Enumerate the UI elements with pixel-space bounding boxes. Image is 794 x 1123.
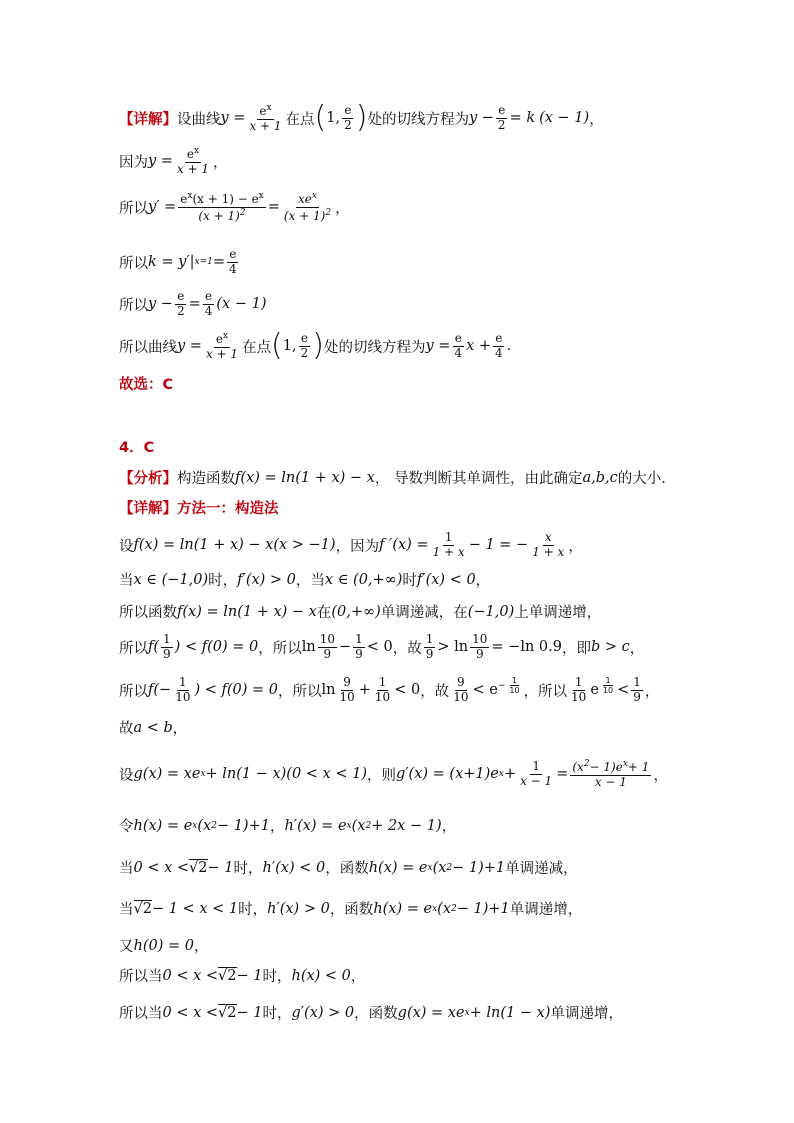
- text: 处的切线方程为: [323, 339, 426, 356]
- math: +: [358, 682, 371, 699]
- math: 9: [425, 646, 434, 661]
- math: 4: [454, 345, 463, 360]
- math: > ln: [437, 639, 469, 656]
- math: (x + 1): [198, 208, 240, 223]
- math: (−1,0): [467, 603, 515, 620]
- math: f(x) = ln(1 + x) − x: [177, 603, 317, 620]
- math: < e: [472, 682, 498, 699]
- math: a,b,c: [582, 469, 618, 486]
- fraction: [496, 104, 508, 133]
- text: ，: [629, 640, 645, 657]
- text: 时，: [238, 902, 268, 918]
- line-12: [119, 569, 490, 590]
- text: ，: [269, 819, 285, 835]
- text: 设曲线: [177, 111, 221, 128]
- math: 1: [163, 632, 171, 646]
- line-11: [119, 531, 583, 560]
- fraction: [173, 676, 192, 705]
- math: 0 < x <: [133, 859, 190, 876]
- label-analysis: 【分析】: [119, 471, 177, 487]
- text: 的大小.: [617, 471, 666, 487]
- math: e: [259, 104, 267, 118]
- line-14: [119, 633, 644, 662]
- math: x: [258, 191, 264, 201]
- math: x: [498, 769, 504, 780]
- exponent: [498, 676, 524, 695]
- math: y =: [220, 110, 246, 127]
- math: 9: [633, 689, 641, 704]
- line-4: [119, 248, 241, 277]
- text: 所以: [119, 683, 148, 700]
- fraction: [631, 676, 643, 705]
- text: 设: [119, 767, 134, 784]
- math: e: [590, 682, 599, 699]
- math: f(: [148, 639, 160, 656]
- fraction: [337, 676, 356, 705]
- math: h(x) = e: [368, 859, 428, 876]
- math: − 1: [236, 1004, 263, 1021]
- math: x: [200, 769, 206, 780]
- fraction: [451, 676, 470, 705]
- math: 2: [344, 117, 352, 132]
- math: f(−: [148, 682, 172, 699]
- math: (x + 1): [283, 208, 326, 223]
- math: 10: [571, 689, 587, 704]
- fraction: [569, 676, 588, 705]
- math: k = y′|: [148, 254, 195, 271]
- math: h(0) = 0: [133, 937, 194, 954]
- math: e: [180, 192, 188, 206]
- math: + ln(1 − x)(0 < x < 1): [205, 766, 367, 783]
- line-7: [119, 373, 173, 394]
- text: ，函数: [329, 902, 374, 918]
- fraction: [175, 146, 211, 177]
- math: 9: [343, 675, 351, 689]
- math: y −: [148, 296, 173, 313]
- text: ，函数: [325, 861, 369, 877]
- line-21: [119, 935, 208, 956]
- math: < 0: [366, 639, 393, 656]
- text: 所以当: [119, 1006, 163, 1022]
- text: ，故: [420, 683, 450, 700]
- math: e: [177, 289, 185, 303]
- math: h′(x) < 0: [262, 859, 326, 876]
- text: 单调递增，: [509, 902, 583, 918]
- math: √2: [218, 1005, 237, 1021]
- text: 当: [119, 861, 134, 877]
- math: − 1: [207, 859, 234, 876]
- math: (x: [572, 760, 584, 774]
- math: = k: [509, 110, 536, 127]
- text: 当: [119, 573, 134, 589]
- math: e: [186, 147, 195, 161]
- fraction: [431, 531, 467, 560]
- math: 1: [425, 632, 434, 646]
- text: ，: [350, 969, 366, 985]
- text: 构造函数: [177, 471, 235, 487]
- text: ，: [213, 154, 228, 171]
- fraction: [518, 760, 554, 789]
- math: 9: [475, 646, 484, 661]
- math: − 1)+1: [456, 900, 510, 917]
- fraction: [530, 531, 566, 560]
- math: (x + 1) − e: [192, 192, 259, 206]
- math: ) < f(0) = 0: [174, 639, 259, 656]
- text: 在点: [242, 339, 272, 356]
- line-10: [119, 497, 279, 518]
- math: 4: [204, 303, 213, 318]
- math: y =: [425, 338, 451, 355]
- math: − 1)e: [589, 760, 623, 774]
- text: 当: [119, 902, 134, 918]
- math: f′(x) > 0: [237, 571, 296, 588]
- line-19: [119, 857, 578, 878]
- math: x: [311, 191, 317, 201]
- math: x: [192, 820, 198, 831]
- math: g′(x) = (x+1)e: [395, 766, 499, 783]
- paren-close: ): [355, 100, 368, 136]
- math: 1,: [282, 338, 297, 355]
- text: 上单调递增，: [514, 605, 602, 621]
- text: 时，: [262, 969, 292, 985]
- math: 1: [511, 676, 517, 685]
- math: x ∈ (0,+∞): [324, 571, 403, 588]
- math: 0 < x <: [162, 967, 219, 984]
- text: 设: [119, 538, 134, 555]
- math: y′ =: [148, 199, 177, 216]
- math: − 1)+1: [216, 817, 270, 834]
- fraction: [204, 331, 240, 362]
- math: e: [215, 332, 224, 346]
- math: √2: [133, 901, 152, 917]
- math: (x: [432, 859, 447, 876]
- text: 时，: [208, 573, 238, 589]
- text: .: [506, 338, 512, 355]
- text: ，: [644, 683, 660, 700]
- math: 10: [453, 689, 469, 704]
- math: x: [223, 331, 229, 341]
- math: 9: [355, 646, 363, 661]
- text: ，: [568, 538, 583, 555]
- text: 处的切线方程为: [367, 111, 469, 128]
- math: x + 1: [205, 346, 239, 361]
- text: 故: [119, 721, 134, 737]
- line-16: [119, 717, 187, 738]
- fraction: [299, 332, 311, 361]
- math: x=1: [194, 257, 213, 268]
- math: a < b: [133, 719, 173, 736]
- math: e: [344, 103, 352, 117]
- text: ，: [193, 939, 209, 955]
- math: 10: [509, 686, 520, 696]
- text: 所以当: [119, 969, 163, 985]
- math: 2: [239, 207, 246, 218]
- line-18: [119, 815, 456, 836]
- text: ，函数: [354, 1006, 398, 1022]
- math: 10: [602, 686, 614, 696]
- math: e: [205, 289, 213, 303]
- math: =: [556, 766, 569, 783]
- math: (x − 1): [539, 110, 590, 127]
- math: 1: [532, 759, 540, 773]
- math: 9: [457, 675, 465, 689]
- math: 2: [176, 303, 185, 318]
- math: 1: [179, 675, 187, 689]
- math: 4: [495, 345, 503, 360]
- fraction: [227, 248, 239, 277]
- math: g′(x) > 0: [291, 1004, 355, 1021]
- math: x − 1: [594, 774, 627, 789]
- math: √2: [189, 860, 208, 876]
- math: −: [338, 639, 352, 656]
- math: 1: [574, 675, 583, 689]
- math: b > c: [590, 639, 630, 656]
- line-15: [119, 676, 659, 705]
- label-detail: 【详解】: [119, 111, 177, 128]
- math: y =: [177, 338, 202, 355]
- fraction: [493, 332, 505, 361]
- text: ，: [441, 819, 457, 835]
- math: (x: [351, 817, 366, 834]
- fraction: [161, 633, 173, 662]
- text: ，即: [561, 640, 591, 657]
- math: h′(x) = e: [284, 817, 347, 834]
- text: ， 导数判断其单调性，由此确定: [374, 471, 583, 487]
- math: 10: [319, 632, 335, 646]
- line-23: [119, 1002, 623, 1023]
- math: ) < f(0) = 0: [194, 682, 278, 699]
- text: ，: [172, 721, 188, 737]
- text: 所以: [119, 297, 148, 314]
- text: ，则: [366, 767, 396, 784]
- math: f(x) = ln(1 + x) − x(x > −1): [133, 537, 336, 554]
- math: xe: [298, 192, 312, 206]
- math: 1 + x: [432, 544, 465, 559]
- text: ，所以: [278, 683, 322, 700]
- math: − 1 < x < 1: [151, 900, 239, 917]
- fraction: [282, 191, 333, 224]
- fraction: [570, 759, 651, 790]
- line-22: [119, 965, 365, 986]
- fraction: [203, 290, 215, 319]
- text: ，: [335, 200, 350, 217]
- answer-label: 故选：C: [119, 377, 174, 393]
- math: 2: [325, 207, 332, 218]
- line-1: [119, 100, 604, 136]
- math: x +: [466, 338, 491, 355]
- label-detail-method: 【详解】方法一：构造法: [119, 501, 279, 517]
- math: = −ln 0.9: [491, 639, 562, 656]
- math: g(x) = xe: [133, 766, 201, 783]
- math: 10: [472, 632, 488, 646]
- line-20: [119, 898, 582, 919]
- math: h(x) = e: [373, 900, 433, 917]
- math: (0,+∞): [331, 603, 381, 620]
- text: 单调递减，在: [380, 605, 468, 621]
- text: ，所以: [258, 640, 302, 657]
- exponent: [599, 676, 617, 695]
- math: 2: [446, 862, 453, 873]
- math: y −: [468, 110, 494, 127]
- line-3: [119, 191, 350, 224]
- math: − 1)+1: [452, 859, 506, 876]
- math: 4: [229, 261, 237, 276]
- fraction: [353, 633, 365, 662]
- text: ，故: [392, 640, 422, 657]
- fraction: [342, 104, 354, 133]
- math: =: [188, 296, 201, 313]
- math: x: [187, 191, 193, 201]
- fraction: [178, 191, 266, 224]
- math: y =: [148, 153, 173, 170]
- math: + 2x − 1): [371, 817, 442, 834]
- math: e: [498, 103, 506, 117]
- text: 单调递增，: [550, 1006, 623, 1022]
- fraction: [507, 676, 521, 695]
- math: x + 1: [176, 161, 210, 176]
- text: 所以曲线: [119, 339, 177, 356]
- paren-open: (: [314, 100, 327, 136]
- math: h(x) < 0: [291, 967, 351, 984]
- text: 又: [119, 939, 134, 955]
- math: x: [346, 820, 352, 831]
- math: h′(x) > 0: [267, 900, 330, 917]
- line-13: [119, 601, 601, 622]
- math: 1: [633, 675, 641, 689]
- math: −: [497, 680, 506, 691]
- text: 所以: [119, 640, 148, 657]
- math: 2: [211, 820, 217, 831]
- text: 时，: [262, 1006, 292, 1022]
- math: f′(x) < 0: [416, 571, 476, 588]
- line-6: [119, 328, 512, 364]
- math: x: [544, 530, 552, 544]
- question-number: 4．C: [119, 440, 155, 456]
- math: 2: [583, 759, 590, 769]
- text: 所以函数: [119, 605, 177, 621]
- math: x: [266, 103, 272, 113]
- math: 2: [497, 117, 506, 132]
- line-5: [119, 290, 266, 319]
- math: 10: [175, 689, 191, 704]
- fraction: [601, 676, 615, 695]
- math: − 1 = −: [468, 537, 529, 554]
- math: + ln(1 − x): [469, 1004, 551, 1021]
- math: e: [495, 331, 503, 345]
- math: f(x) = ln(1 + x) − x: [235, 469, 375, 486]
- math: 1: [605, 676, 611, 685]
- text: ，: [475, 573, 491, 589]
- fraction: [318, 633, 337, 662]
- math: < 0: [394, 682, 421, 699]
- fraction: [247, 103, 283, 134]
- math: 2: [300, 345, 309, 360]
- text: 在: [316, 605, 332, 621]
- math: e: [229, 247, 237, 261]
- text: ，因为: [335, 538, 380, 555]
- math: x: [427, 862, 433, 873]
- text: 在点: [285, 111, 315, 128]
- math: h(x) = e: [133, 817, 193, 834]
- line-8: [119, 436, 154, 457]
- fraction: [470, 633, 489, 662]
- math: 2: [365, 820, 372, 831]
- text: ，: [589, 111, 604, 128]
- paren-open: (: [271, 328, 283, 364]
- fraction: [373, 676, 392, 705]
- math: 0 < x <: [162, 1004, 219, 1021]
- math: =: [267, 199, 280, 216]
- text: 所以: [119, 255, 148, 272]
- paren-close: ): [312, 328, 324, 364]
- math: + 1: [627, 760, 650, 774]
- text: ，所以: [523, 683, 568, 700]
- math: +: [503, 766, 517, 783]
- math: e: [300, 331, 308, 345]
- text: 单调递减，: [505, 861, 578, 877]
- math: 1: [355, 632, 363, 646]
- math: =: [212, 254, 226, 271]
- math: x ∈ (−1,0): [133, 571, 209, 588]
- math: 1,: [326, 110, 341, 127]
- math: 1 + x: [532, 544, 565, 559]
- math: x: [194, 146, 200, 156]
- math: <: [617, 682, 630, 699]
- math: √2: [218, 968, 237, 984]
- math: x + 1: [249, 118, 282, 133]
- fraction: [175, 290, 187, 319]
- math: g(x) = xe: [397, 1004, 465, 1021]
- math: 1: [444, 530, 453, 544]
- math: 2: [451, 903, 457, 914]
- math: ln: [321, 682, 336, 699]
- math: 1: [378, 675, 387, 689]
- math: x: [622, 759, 628, 769]
- text: 时，: [233, 861, 263, 877]
- fraction: [424, 633, 436, 662]
- math: ln: [301, 639, 316, 656]
- text: 时: [402, 573, 417, 589]
- text: ，当: [295, 573, 325, 589]
- math: e: [454, 331, 462, 345]
- math: x − 1: [520, 773, 553, 788]
- math: 9: [163, 646, 171, 661]
- math: f ′(x) =: [379, 537, 429, 554]
- math: (x: [437, 900, 452, 917]
- math: (x: [197, 817, 212, 834]
- line-17: [119, 759, 668, 790]
- math: (x − 1): [216, 296, 267, 313]
- math: − 1: [236, 967, 263, 984]
- text: 所以: [119, 200, 148, 217]
- math: 10: [374, 689, 391, 704]
- text: 因为: [119, 154, 148, 171]
- text: 令: [119, 819, 134, 835]
- fraction: [452, 332, 464, 361]
- math: 9: [323, 646, 332, 661]
- text: ，: [653, 767, 668, 784]
- math: x: [464, 1007, 470, 1018]
- line-2: [119, 146, 228, 177]
- math: 10: [339, 689, 355, 704]
- line-9: [119, 467, 666, 488]
- math: x: [432, 903, 438, 914]
